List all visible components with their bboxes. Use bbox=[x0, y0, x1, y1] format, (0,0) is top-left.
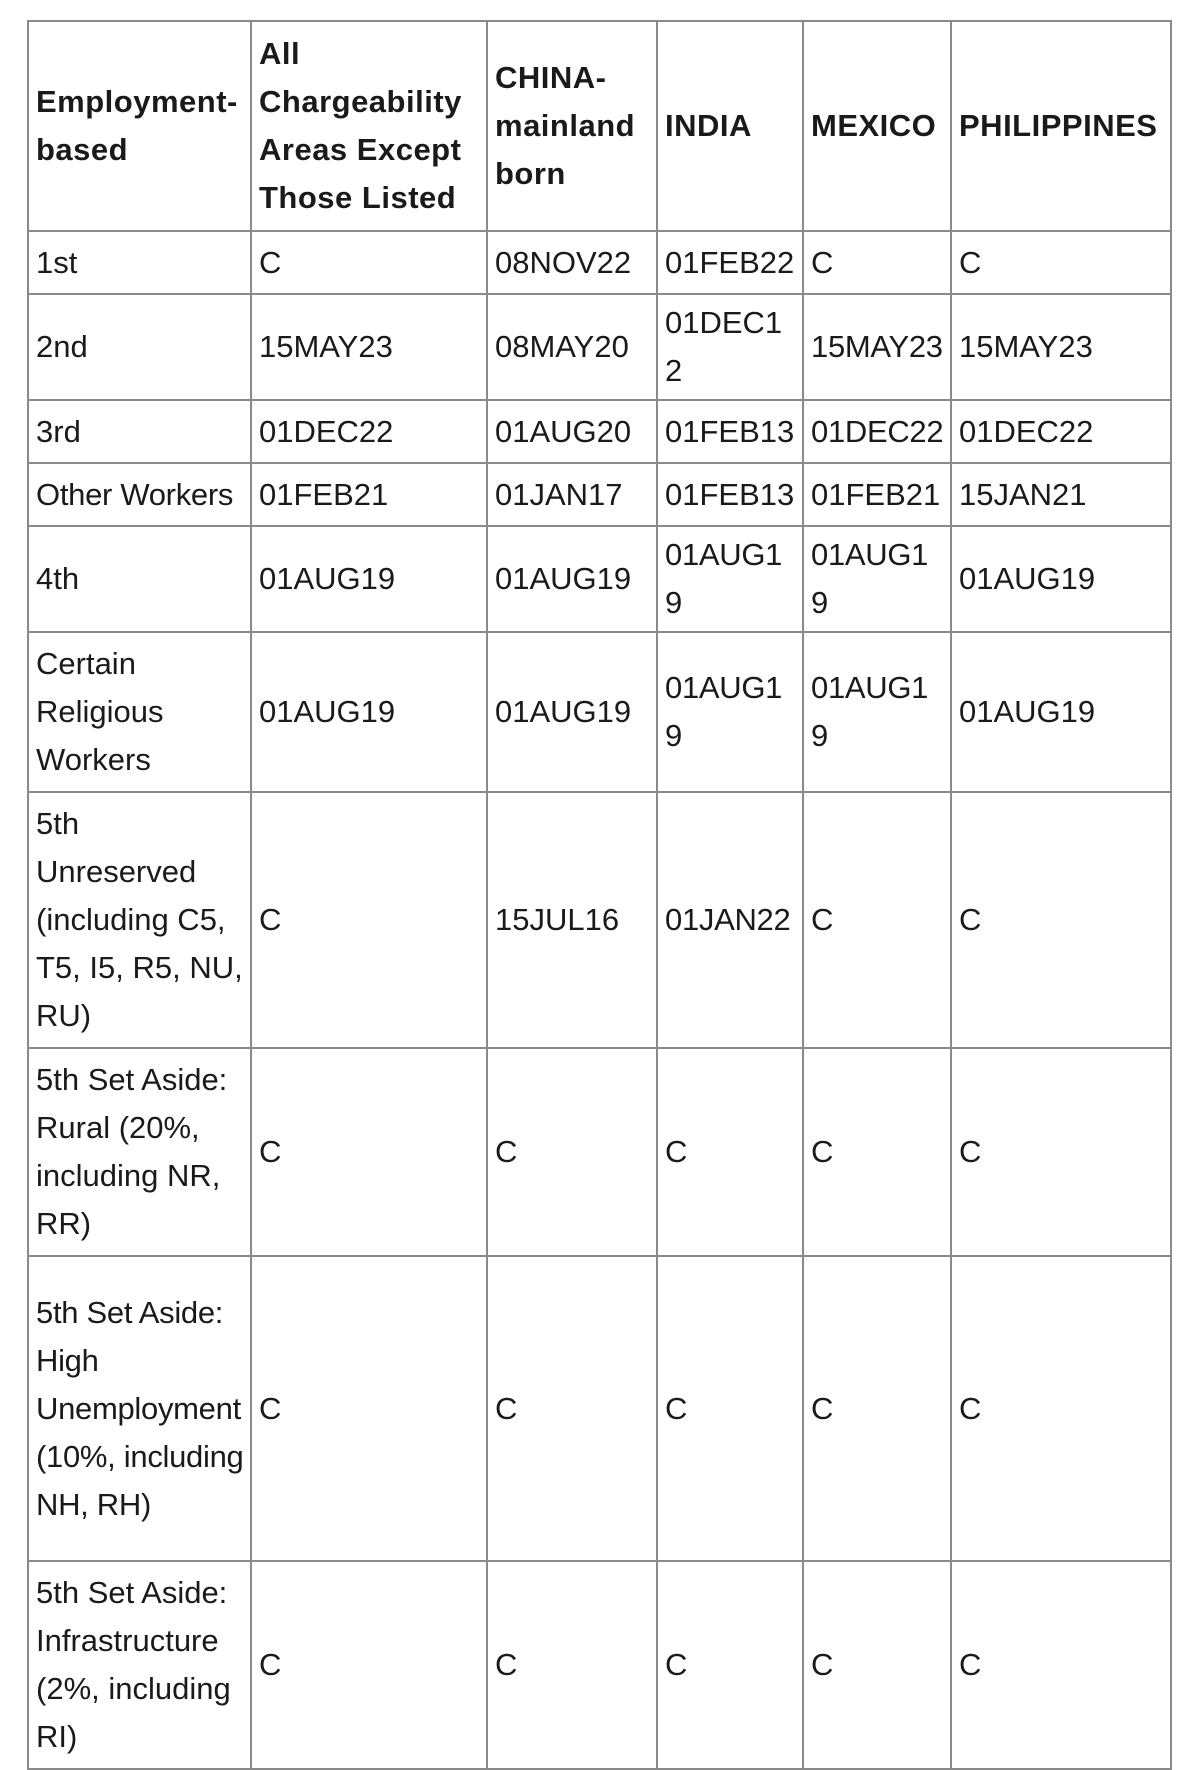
row-label: Certain Religious Workers bbox=[28, 632, 251, 792]
table-cell: 01JAN17 bbox=[487, 463, 657, 526]
table-cell: 01DEC12 bbox=[657, 294, 803, 400]
table-row bbox=[28, 632, 1171, 792]
row-label: 2nd bbox=[28, 294, 251, 400]
table-cell: 08NOV22 bbox=[487, 231, 657, 294]
table-row bbox=[28, 463, 1171, 526]
table-cell: 01AUG19 bbox=[951, 526, 1171, 632]
table-row bbox=[28, 1561, 1171, 1769]
row-label: 3rd bbox=[28, 400, 251, 463]
table-cell: 01AUG20 bbox=[487, 400, 657, 463]
table-cell: 08MAY20 bbox=[487, 294, 657, 400]
visa-bulletin-table-container bbox=[27, 20, 1170, 1770]
table-cell: C bbox=[657, 1561, 803, 1769]
table-cell: 15JAN21 bbox=[951, 463, 1171, 526]
table-cell: 01AUG19 bbox=[251, 526, 487, 632]
table-cell: C bbox=[803, 1048, 951, 1256]
table-cell: 01FEB21 bbox=[803, 463, 951, 526]
table-cell: 01DEC22 bbox=[951, 400, 1171, 463]
table-cell: C bbox=[487, 1256, 657, 1561]
table-row bbox=[28, 231, 1171, 294]
table-cell: 01AUG19 bbox=[487, 632, 657, 792]
table-row bbox=[28, 526, 1171, 632]
column-header-philippines: PHILIPPINES bbox=[951, 21, 1171, 231]
table-row bbox=[28, 294, 1171, 400]
column-header-china: CHINA-mainland born bbox=[487, 21, 657, 231]
table-cell: C bbox=[951, 231, 1171, 294]
table-cell: 01DEC22 bbox=[803, 400, 951, 463]
row-label: Other Workers bbox=[28, 463, 251, 526]
row-label: 1st bbox=[28, 231, 251, 294]
table-row bbox=[28, 1256, 1171, 1561]
header-row bbox=[28, 21, 1171, 231]
row-label: 5th Set Aside: High Unemployment (10%, including NH, RH) bbox=[28, 1256, 251, 1561]
column-header-all-chargeability: All Chargeability Areas Except Those Listed bbox=[251, 21, 487, 231]
table-cell: 15MAY23 bbox=[251, 294, 487, 400]
table-cell: 01FEB21 bbox=[251, 463, 487, 526]
table-row bbox=[28, 792, 1171, 1048]
table-cell: 01AUG19 bbox=[803, 526, 951, 632]
table-cell: C bbox=[803, 231, 951, 294]
table-cell: C bbox=[657, 1048, 803, 1256]
employment-based-dates-table bbox=[27, 20, 1172, 1770]
table-row bbox=[28, 1048, 1171, 1256]
table-cell: C bbox=[251, 1048, 487, 1256]
table-cell: C bbox=[803, 1256, 951, 1561]
table-cell: C bbox=[487, 1048, 657, 1256]
table-cell: C bbox=[251, 1256, 487, 1561]
column-header-india: INDIA bbox=[657, 21, 803, 231]
table-cell: C bbox=[657, 1256, 803, 1561]
table-cell: 01AUG19 bbox=[657, 526, 803, 632]
table-cell: C bbox=[951, 1561, 1171, 1769]
table-cell: 01FEB13 bbox=[657, 400, 803, 463]
row-label: 5th Set Aside: Rural (20%, including NR, RR) bbox=[28, 1048, 251, 1256]
table-cell: 01JAN22 bbox=[657, 792, 803, 1048]
table-cell: 01AUG19 bbox=[487, 526, 657, 632]
table-cell: C bbox=[951, 792, 1171, 1048]
table-cell: 01DEC22 bbox=[251, 400, 487, 463]
table-cell: 01FEB22 bbox=[657, 231, 803, 294]
table-row bbox=[28, 400, 1171, 463]
table-cell: 15MAY23 bbox=[951, 294, 1171, 400]
row-label: 4th bbox=[28, 526, 251, 632]
table-cell: C bbox=[951, 1048, 1171, 1256]
table-cell: 15JUL16 bbox=[487, 792, 657, 1048]
table-cell: C bbox=[803, 792, 951, 1048]
table-cell: 01AUG19 bbox=[251, 632, 487, 792]
table-cell: C bbox=[951, 1256, 1171, 1561]
column-header-mexico: MEXICO bbox=[803, 21, 951, 231]
table-cell: C bbox=[487, 1561, 657, 1769]
table-cell: 01AUG19 bbox=[951, 632, 1171, 792]
table-cell: 15MAY23 bbox=[803, 294, 951, 400]
table-cell: C bbox=[251, 231, 487, 294]
table-cell: 01AUG19 bbox=[803, 632, 951, 792]
table-cell: 01AUG19 bbox=[657, 632, 803, 792]
row-label: 5th Set Aside: Infrastructure (2%, including RI) bbox=[28, 1561, 251, 1769]
table-cell: C bbox=[251, 1561, 487, 1769]
table-cell: C bbox=[251, 792, 487, 1048]
table-cell: C bbox=[803, 1561, 951, 1769]
row-label: 5th Unreserved (including C5, T5, I5, R5, NU, RU) bbox=[28, 792, 251, 1048]
table-cell: 01FEB13 bbox=[657, 463, 803, 526]
column-header-category: Employment-based bbox=[28, 21, 251, 231]
